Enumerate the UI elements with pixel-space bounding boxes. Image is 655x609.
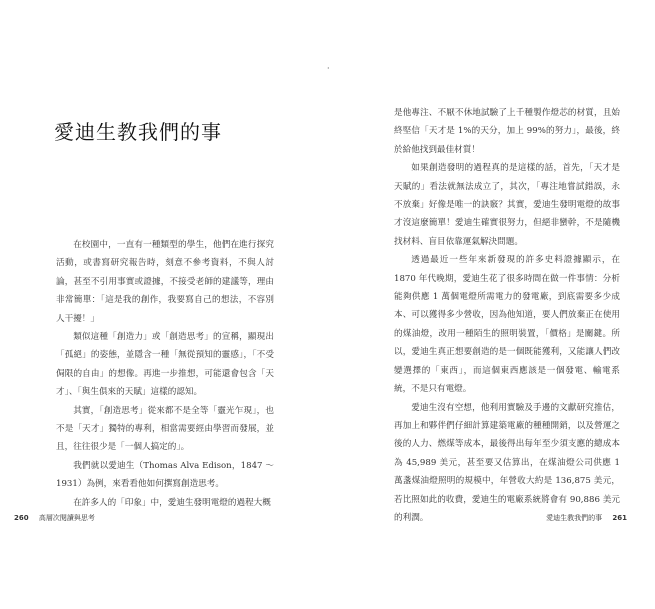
paragraph: 透過最近一些年來新發現的許多史料證據顯示，在 1870 年代晚期，愛迪生花了很多時間在做一件事情：分析能夠供應 1 萬個電燈所需電力的發電廠，到底需要多少成本、可以獲得多少營收，因為他知道，要人們放棄正在使用的煤油燈，改用一種陌生的照明裝置，「價格」是關鍵。所以，愛迪生真正想要創造的是一個既能獲利，又能讓人們改變選擇的「東西」，而這個東西應該是一個發電、輸電系統，不是只有電燈。 [394,255,620,395]
left-footer [14,513,95,523]
running-head-book-title: 高層次閱讀與思考 [38,514,95,522]
right-footer [546,513,627,523]
page-number: 261 [612,514,627,522]
left-page [0,0,327,609]
paragraph: 在許多人的「印象」中，愛迪生發明電燈的過程大概 [73,497,271,508]
paragraph: 如果創造發明的過程真的是這樣的話，首先，「天才是天賦的」看法就無法成立了，其次，「專注地嘗試錯誤，永不放棄」好像是唯一的訣竅？其實，愛迪生發明電燈的故事才沒這麼簡單！愛迪生確實很努力，但絕非蠻幹，不是隨機找材料、盲目依靠運氣解決問題。 [394,163,620,247]
paragraph: 愛迪生沒有空想，他利用實驗及手邊的文獻研究推估，再加上和夥伴們仔細計算建築電廠的種種開銷，以及營運之後的人力、燃煤等成本，最後得出每年至少須支應的總成本為 45,989 美元，甚至要又估算出，在煤油燈公司供應 1 萬盞煤油燈照明的規模中，年營收大約是 136,875 美元，若比照如此的收費，愛迪生的電廠系統將會有 90,886 美元的利潤。 [394,402,620,523]
paragraph: 其實，「創造思考」從來都不是全等「靈光乍現」，也不是「天才」獨特的專利，相當需要經由學習而發展，並且，往往很少是「一個人搞定的」。 [56,405,274,453]
paragraph: 類似這種「創造力」或「創造思考」的宣稱，顯現出「孤絕」的姿態，並隱含一種「無從預知的靈感」，「不受侷限的自由」的想像。再進一步推想，可能還會包含「天才」、「與生俱來的天賦」這樣的認知。 [56,332,274,398]
center-mark: · [327,64,330,73]
page-number: 260 [14,514,29,522]
paragraph: 我們就以愛迪生（Thomas Alva Edison，1847 ～ 1931）為例，來看看他如何撰寫創造思考。 [56,460,274,490]
left-body-text [56,236,274,512]
right-page [328,0,655,609]
chapter-title: 愛迪生教我們的事 [54,120,222,144]
right-body-text [394,104,620,527]
running-head-chapter-title: 愛迪生教我們的事 [546,514,603,522]
paragraph: 是他專注、不厭不休地試驗了上千種製作燈芯的材質，且始終堅信「天才是 1%的天分，加上 99%的努力」，最後，終於給他找到最佳材質！ [394,108,620,155]
paragraph: 在校園中，一直有一種類型的學生，他們在進行探究活動，或書寫研究報告時，刻意不參考資料，不與人討論，甚至不引用事實或證據，不接受老師的建議等，理由非常簡單：「這是我的創作，我要寫自己的想法，不容別人干擾！」 [56,240,274,324]
